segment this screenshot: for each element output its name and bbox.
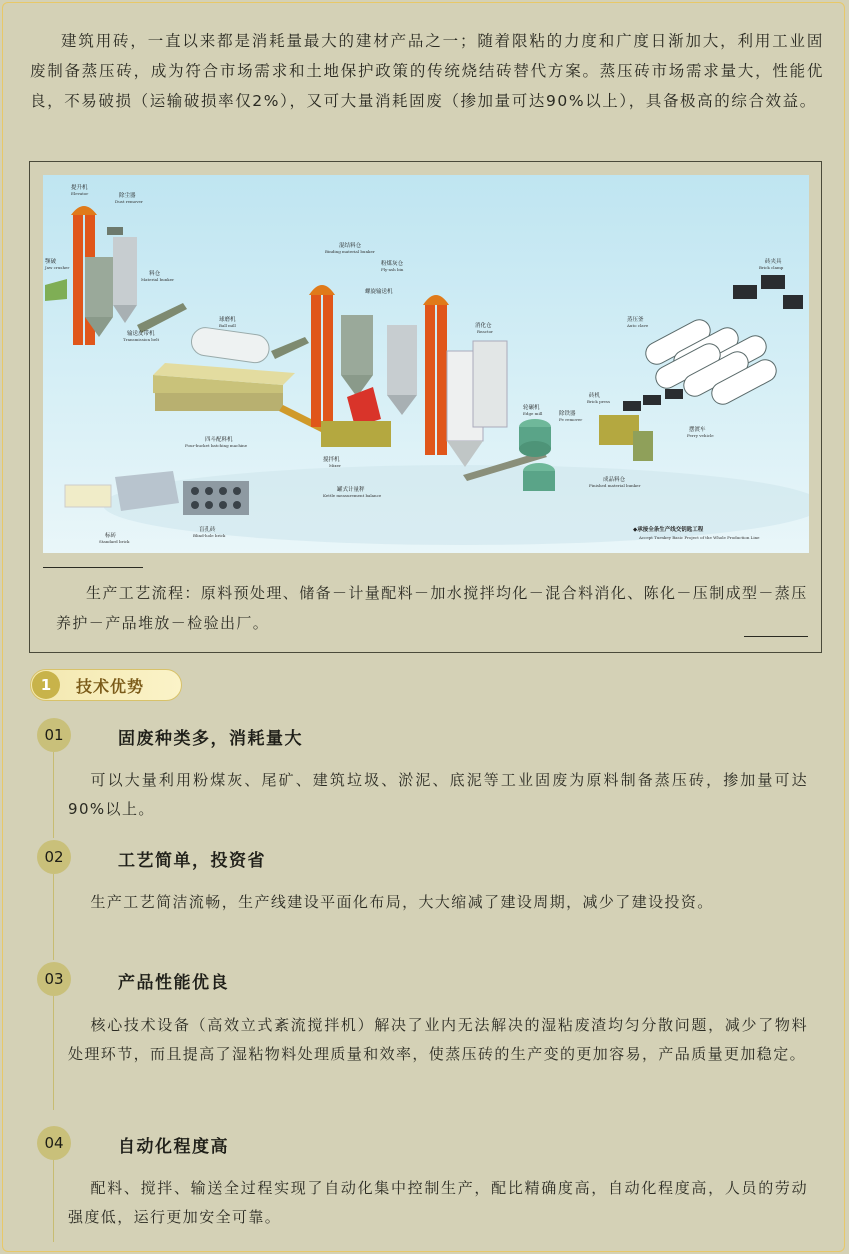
label-brick-clamp-en: Brick clamp	[759, 265, 784, 270]
label-reactor-en: Reactor	[477, 329, 493, 334]
label-jaw-crusher-en: Jaw crusher	[45, 265, 70, 270]
label-autoclave: 蒸压釜	[627, 317, 644, 323]
item-body: 可以大量利用粉煤灰、尾矿、建筑垃圾、淤泥、底泥等工业固废为原料制备蒸压砖，掺加量可达90%以上。	[68, 771, 808, 818]
label-fly-ash: 粉煤灰仓	[381, 261, 404, 267]
label-ferry: 摆渡车	[689, 427, 706, 433]
item-title: 固废种类多，消耗量大	[118, 729, 303, 749]
item-body: 配料、搅拌、输送全过程实现了自动化集中控制生产，配比精确度高，自动化程度高，人员的劳动强度低，运行更加安全可靠。	[68, 1179, 808, 1226]
label-material-bunker-en: Material bunker	[141, 277, 174, 282]
production-line-diagram	[43, 175, 809, 553]
label-brick-press: 砖机	[589, 393, 601, 399]
label-ball-mill-en: Ball mill	[219, 323, 236, 328]
label-finished-bunker-en: Finished material bunker	[589, 483, 641, 488]
section-title: 技术优势	[76, 677, 145, 696]
label-standard-brick-en: Standard brick	[99, 539, 130, 544]
process-figure	[29, 161, 822, 653]
process-caption: 生产工艺流程：原料预处理、储备－计量配料－加水搅拌均化－混合料消化、陈化－压制成型－蒸压养护－产品堆放－检验出厂。	[56, 584, 808, 632]
label-screw-conveyor: 螺旋输送机	[365, 289, 393, 295]
timeline-line	[53, 752, 54, 838]
label-dust-remover-en: Dust remover	[115, 199, 143, 204]
item-number-badge: 04	[37, 1126, 71, 1160]
label-dust-remover: 除尘器	[119, 193, 136, 199]
label-autoclave-en: Auto clave	[627, 323, 649, 328]
timeline-line	[53, 1160, 54, 1242]
label-batching-en: Four-bucket batching machine	[185, 443, 248, 448]
label-finished-bunker: 成品料仓	[603, 477, 626, 483]
label-reactor: 消化仓	[475, 323, 492, 329]
section-number: 1	[32, 671, 60, 699]
label-mixer-en: Mixer	[329, 463, 341, 468]
intro-paragraph: 建筑用砖，一直以来都是消耗量最大的建材产品之一；随着限粘的力度和广度日渐加大，利用工业固废制备蒸压砖，成为符合市场需求和土地保护政策的传统烧结砖替代方案。蒸压砖市场需求量大，性能优良，不易破损（运输破损率仅2%），又可大量消耗固废（掺加量可达90%以上），具备极高的综合效益。	[30, 32, 824, 110]
label-material-bunker: 料仓	[149, 271, 161, 277]
turnkey-note-en: Accept Turnkey Basic Project of the Whole Production Line	[639, 535, 760, 540]
item-title: 工艺简单，投资省	[118, 851, 266, 871]
caption-divider-right	[744, 636, 808, 637]
item-title: 自动化程度高	[118, 1137, 229, 1157]
production-line-illustration	[43, 175, 809, 553]
label-binding-bunker-en: Binding material bunker	[325, 249, 375, 254]
label-binding-bunker: 混结料仓	[339, 243, 362, 249]
item-body: 核心技术设备（高效立式紊流搅拌机）解决了业内无法解决的湿粘废渣均匀分散问题，减少了物料处理环节，而且提高了湿粘物料处理质量和效率，使蒸压砖的生产变的更加容易，产品质量更加稳定。	[68, 1016, 808, 1063]
item-title: 产品性能优良	[118, 973, 229, 993]
label-brick-press-en: Brick press	[587, 399, 611, 404]
label-fe-remover: 除铁器	[559, 411, 576, 417]
label-edge-mill: 轮碾机	[523, 405, 540, 411]
label-elevator-en: Elevator	[71, 191, 89, 196]
label-ferry-en: Ferry vehicle	[687, 433, 714, 438]
timeline-line	[53, 996, 54, 1110]
label-blind-hole-brick: 盲孔砖	[199, 527, 216, 533]
timeline-line	[53, 874, 54, 960]
label-blind-hole-brick-en: Blind-hole brick	[193, 533, 226, 538]
label-standard-brick: 标砖	[105, 533, 117, 539]
label-belt-en: Transmission belt	[123, 337, 160, 342]
item-number-badge: 01	[37, 718, 71, 752]
label-batching: 四斗配料机	[205, 437, 233, 443]
label-elevator: 提升机	[71, 185, 88, 191]
label-edge-mill-en: Edge mill	[523, 411, 543, 416]
label-kettle-balance-en: Kettle measurement balance	[323, 493, 382, 498]
label-fe-remover-en: Fe remover	[559, 417, 583, 422]
label-jaw-crusher: 颚破	[45, 259, 57, 265]
turnkey-note: ◆承接全条生产线交钥匙工程	[633, 527, 704, 533]
label-mixer: 搅拌机	[323, 457, 340, 463]
label-brick-clamp: 砖夹具	[765, 259, 782, 265]
label-kettle-balance: 罐式计量秤	[337, 487, 365, 493]
item-number-badge: 02	[37, 840, 71, 874]
item-number-badge: 03	[37, 962, 71, 996]
label-belt: 输送皮带机	[127, 331, 155, 337]
label-fly-ash-en: Fly-ash bin	[381, 267, 404, 272]
item-body: 生产工艺简洁流畅，生产线建设平面化布局，大大缩减了建设周期，减少了建设投资。	[90, 893, 714, 911]
label-ball-mill: 球磨机	[219, 317, 236, 323]
caption-divider-left	[43, 567, 143, 568]
